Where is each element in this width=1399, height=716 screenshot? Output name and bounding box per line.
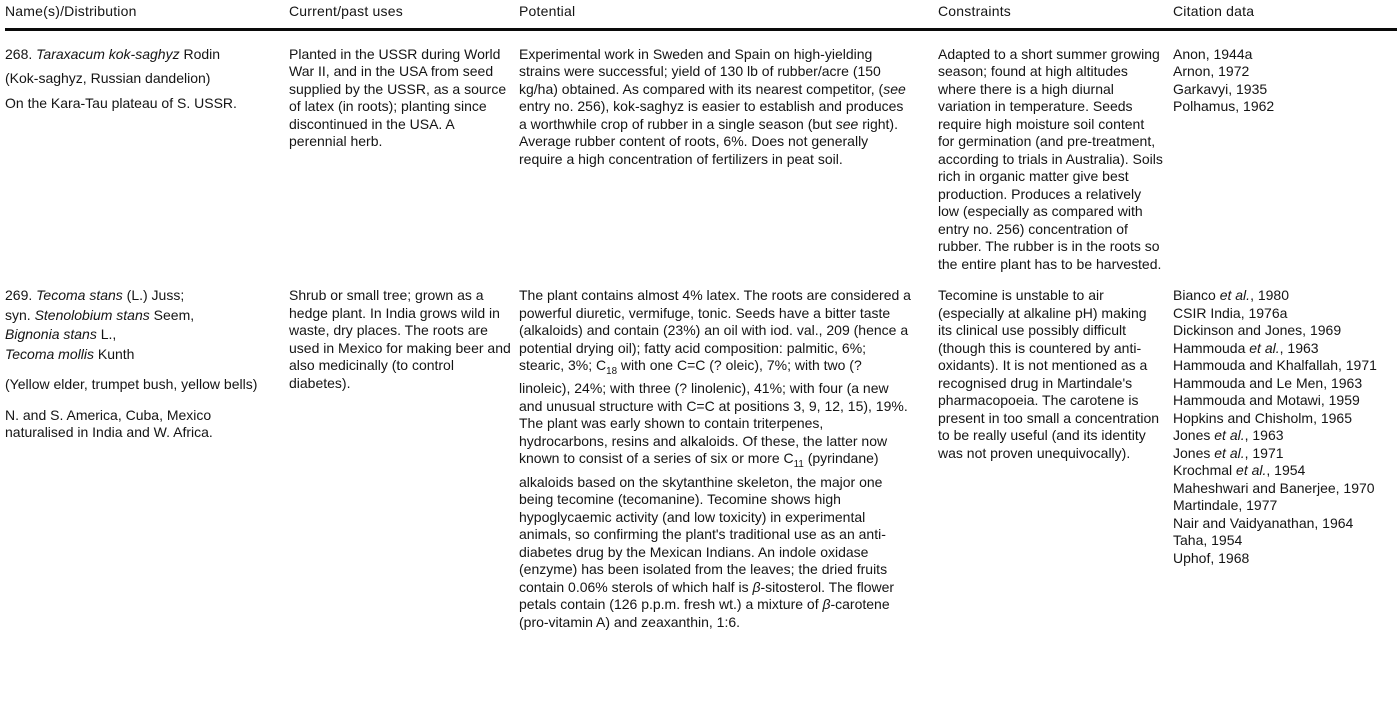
column-header-current-past-uses: Current/past uses xyxy=(289,3,403,19)
citation-line: Hammouda and Motawi, 1959 xyxy=(1173,392,1360,408)
citation-line: Hopkins and Chisholm, 1965 xyxy=(1173,409,1352,426)
citation-line: Garkavyi, 1935 xyxy=(1173,80,1268,97)
citation-line: Arnon, 1972 xyxy=(1173,63,1250,79)
constraints-cell xyxy=(938,287,1173,631)
distribution: N. and S. America, Cuba, Mexico naturalised in India and W. Africa. xyxy=(5,406,213,440)
citation-line: Polhamus, 1962 xyxy=(1173,98,1275,114)
table-header-row xyxy=(5,3,1399,21)
potential-cell xyxy=(519,287,938,631)
citation-line: Jones et al., 1971 xyxy=(1173,444,1284,461)
synonym-line: syn. Stenolobium stans Seem, xyxy=(5,306,195,323)
entry-row-268 xyxy=(5,46,1399,274)
entry-number-and-species: 269. Tecoma stans (L.) Juss; xyxy=(5,287,185,303)
citation-line: CSIR India, 1976a xyxy=(1173,304,1288,321)
synonym-line: Bignonia stans L., xyxy=(5,326,117,342)
citation-line: Dickinson and Jones, 1969 xyxy=(1173,322,1342,338)
citation-line: Hammouda and Le Men, 1963 xyxy=(1173,374,1363,391)
constraints-text: Adapted to a short summer growing season; found at high altitudes where there is a high diurnal variation in temperature. Seeds require high moisture soil content for germination (and pre-treatment, according to trials in Australia). Soils rich in organic matter give best production. Produces a relatively low (especially as compared with entry no. 256) concentration of rubber. The rubber is in the roots so the entire plant has to be harvested. xyxy=(938,45,1163,272)
synonym-line: Tecoma mollis Kunth xyxy=(5,345,135,362)
uses-text: Planted in the USSR during World War II, and in the USA from seed supplied by the USSR, as a source of latex (in roots); planting since discontinued in the USA. A perennial herb. xyxy=(289,45,507,149)
citation-line: Nair and Vaidyanathan, 1964 xyxy=(1173,514,1354,531)
current-past-uses-cell xyxy=(289,287,519,631)
citation-data-cell xyxy=(1173,46,1398,274)
column-header-names-distribution: Name(s)/Distribution xyxy=(5,3,137,19)
column-header-constraints: Constraints xyxy=(938,3,1012,19)
citation-line: Anon, 1944a xyxy=(1173,45,1253,62)
name-distribution-cell xyxy=(5,46,289,274)
citation-line: Hammouda et al., 1963 xyxy=(1173,339,1319,356)
column-header-citation-data: Citation data xyxy=(1173,3,1255,19)
constraints-cell xyxy=(938,46,1173,274)
current-past-uses-cell xyxy=(289,46,519,274)
common-names: (Kok-saghyz, Russian dandelion) xyxy=(5,70,211,86)
entry-row-269 xyxy=(5,287,1399,631)
distribution: On the Kara-Tau plateau of S. USSR. xyxy=(5,94,237,111)
name-distribution-cell xyxy=(5,287,289,631)
citation-line: Hammouda and Khalfallah, 1971 xyxy=(1173,357,1377,373)
citation-data-cell xyxy=(1173,287,1398,631)
potential-text: Experimental work in Sweden and Spain on high-yielding strains were successful; yield of 130 lb of rubber/acre (150 kg/ha) obtained. As compared with its nearest competitor, (see entry no. 256), kok-saghyz is easier to establish and produces a worthwhile crop of rubber in a single season (but see right). Average rubber content of roots, 6%. Does not generally require a high concentration of fertilizers in peat soil. xyxy=(519,45,906,167)
uses-text: Shrub or small tree; grown as a hedge plant. In India grows wild in waste, dry places. The roots are used in Mexico for making beer and also medicinally (to control diabetes). xyxy=(289,287,511,391)
citation-line: Taha, 1954 xyxy=(1173,532,1243,548)
citation-line: Martindale, 1977 xyxy=(1173,497,1278,513)
constraints-text: Tecomine is unstable to air (especially at alkaline pH) making its clinical use possibly difficult (though this is countered by anti-oxidants). It is not mentioned as a recognised drug in Martindale's pharmacopoeia. The carotene is present in too small a concentration to be really useful (and its identity was not proven unequivocally). xyxy=(938,287,1160,461)
header-divider-rule xyxy=(5,28,1397,31)
citation-line: Krochmal et al., 1954 xyxy=(1173,462,1306,478)
potential-text: The plant contains almost 4% latex. The roots are considered a powerful diuretic, vermifuge, tonic. Seeds have a bitter taste (alkaloids) and contain (23%) an oil with iod. val., 209 (hence a potential drying oil); fatty acid composition: palmitic, 6%; stearic, 3%; $C_{18}$ with one C=C (? oleic), 7%; with two (? linoleic), 24%; with three (? linolenic), 41%; with four (a new and unusual structure with C=C at positions 3, 9, 12, 15), 19%. The plant was early shown to contain triterpenes, hydrocarbons, resins and alkaloids. Of these, the latter now known to consist of a series of six or more $C_{11}$ (pyrindane) alkaloids based on the skytanthine skeleton, the major one being tecomine (tecomanine). Tecomine shows high hypoglycaemic activity (and low toxicity) in experimental animals, so confirming the plant's traditional use as an anti-diabetes drug by the Mexican Indians. An indole oxidase (enzyme) has been isolated from the leaves; the dried fruits contain 0.06% sterols of which half is β-sitosterol. The flower petals contain (126 p.p.m. fresh wt.) a mixture of β-carotene (pro-vitamin A) and zeaxanthin, 1:6. xyxy=(519,287,911,630)
column-header-potential: Potential xyxy=(519,3,576,19)
citation-line: Maheshwari and Banerjee, 1970 xyxy=(1173,479,1375,496)
citation-line: Bianco et al., 1980 xyxy=(1173,287,1289,303)
potential-cell xyxy=(519,46,938,274)
common-names: (Yellow elder, trumpet bush, yellow bells) xyxy=(5,376,258,392)
citation-line: Uphof, 1968 xyxy=(1173,549,1250,566)
entry-number-and-species: 268. Taraxacum kok-saghyz Rodin xyxy=(5,45,221,62)
citation-line: Jones et al., 1963 xyxy=(1173,427,1284,443)
